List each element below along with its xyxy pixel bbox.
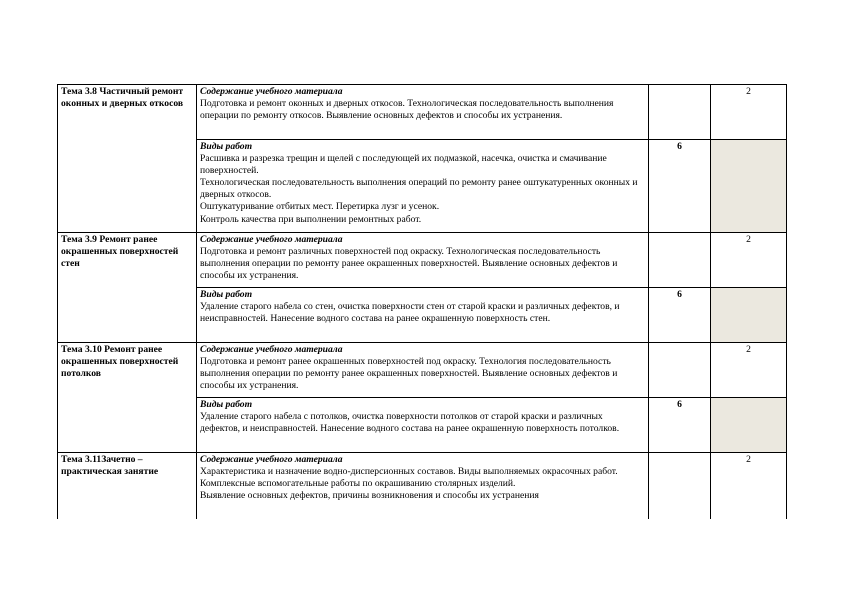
content-header: Содержание учебного материала — [200, 344, 343, 355]
hours-cell-empty — [649, 453, 711, 520]
works-line: Контроль качества при выполнении ремонтных работ. — [200, 213, 422, 225]
hours-cell-empty — [649, 85, 711, 140]
topic-cell: Тема 3.10 Ремонт ранее окрашенных поверхностей потолков — [58, 343, 197, 453]
content-text: Подготовка и ремонт оконных и дверных откосов. Технологическая последовательность выполнения операции по ремонту откосов. Выявление основных дефектов и способы их устранения. — [200, 98, 614, 122]
works-header: Виды работ — [200, 399, 253, 410]
hours-cell: 6 — [649, 140, 711, 233]
shaded-cell — [711, 140, 787, 233]
level-cell: 2 — [711, 453, 787, 520]
content-text: Выявление основных дефектов, причины возникновения и способы их устранения — [200, 490, 539, 502]
content-text: Подготовка и ремонт ранее окрашенных поверхностей под окраску. Технология последовательность выполнения операции по ремонту ранее окрашенных поверхностей. Выявление основных дефектов и способы их устранения. — [200, 356, 618, 392]
content-cell — [197, 85, 649, 140]
level-cell: 2 — [711, 85, 787, 140]
works-line: Удаление старого набела со стен, очистка поверхности стен от старой краски и различных дефектов, и неисправностей. Нанесение водного состава на ранее окрашенную поверхность стен. — [200, 301, 620, 325]
hours-cell: 6 — [649, 288, 711, 343]
level-cell: 2 — [711, 343, 787, 398]
table-row — [58, 85, 787, 140]
topic-cell: Тема 3.9 Ремонт ранее окрашенных поверхностей стен — [58, 233, 197, 343]
content-cell — [197, 453, 649, 520]
works-line: Удаление старого набела с потолков, очистка поверхности потолков от старой краски и различных дефектов, и неисправностей. Нанесение водного состава на ранее окрашенную поверхность потолков. — [200, 411, 620, 435]
content-text: Характеристика и назначение водно-дисперсионных составов. Виды выполняемых окрасочных работ. Комплексные вспомогательные работы по окрашиванию столярных изделий. — [200, 466, 618, 490]
table-row — [58, 233, 787, 288]
shaded-cell — [711, 288, 787, 343]
works-cell — [197, 398, 649, 453]
topic-cell: Тема 3.11Зачетно – практическая занятие — [58, 453, 197, 520]
content-header: Содержание учебного материала — [200, 86, 343, 97]
hours-cell-empty — [649, 233, 711, 288]
content-cell — [197, 343, 649, 398]
works-cell — [197, 140, 649, 233]
works-line: Технологическая последовательность выполнения операций по ремонту ранее оштукатуренных оконных и дверных откосов. — [200, 177, 638, 201]
hours-cell-empty — [649, 343, 711, 398]
works-line: Оштукатуривание отбитых мест. Перетирка лузг и усенок. — [200, 201, 440, 213]
program-table — [57, 84, 787, 519]
content-cell — [197, 233, 649, 288]
works-line: Расшивка и разрезка трещин и щелей с последующей их подмазкой, насечка, очистка и смачивание поверхностей. — [200, 153, 607, 177]
works-header: Виды работ — [200, 141, 253, 152]
table-row — [58, 453, 787, 520]
content-header: Содержание учебного материала — [200, 454, 343, 465]
content-header: Содержание учебного материала — [200, 234, 343, 245]
topic-cell: Тема 3.8 Частичный ремонт оконных и дверных откосов — [58, 85, 197, 233]
shaded-cell — [711, 398, 787, 453]
works-cell — [197, 288, 649, 343]
level-cell: 2 — [711, 233, 787, 288]
content-text: Подготовка и ремонт различных поверхностей под окраску. Технологическая последовательность выполнения операции по ремонту ранее окрашенных поверхностей. Выявление основных дефектов и способы их устранения. — [200, 246, 618, 282]
table-row — [58, 343, 787, 398]
hours-cell: 6 — [649, 398, 711, 453]
works-header: Виды работ — [200, 289, 253, 300]
